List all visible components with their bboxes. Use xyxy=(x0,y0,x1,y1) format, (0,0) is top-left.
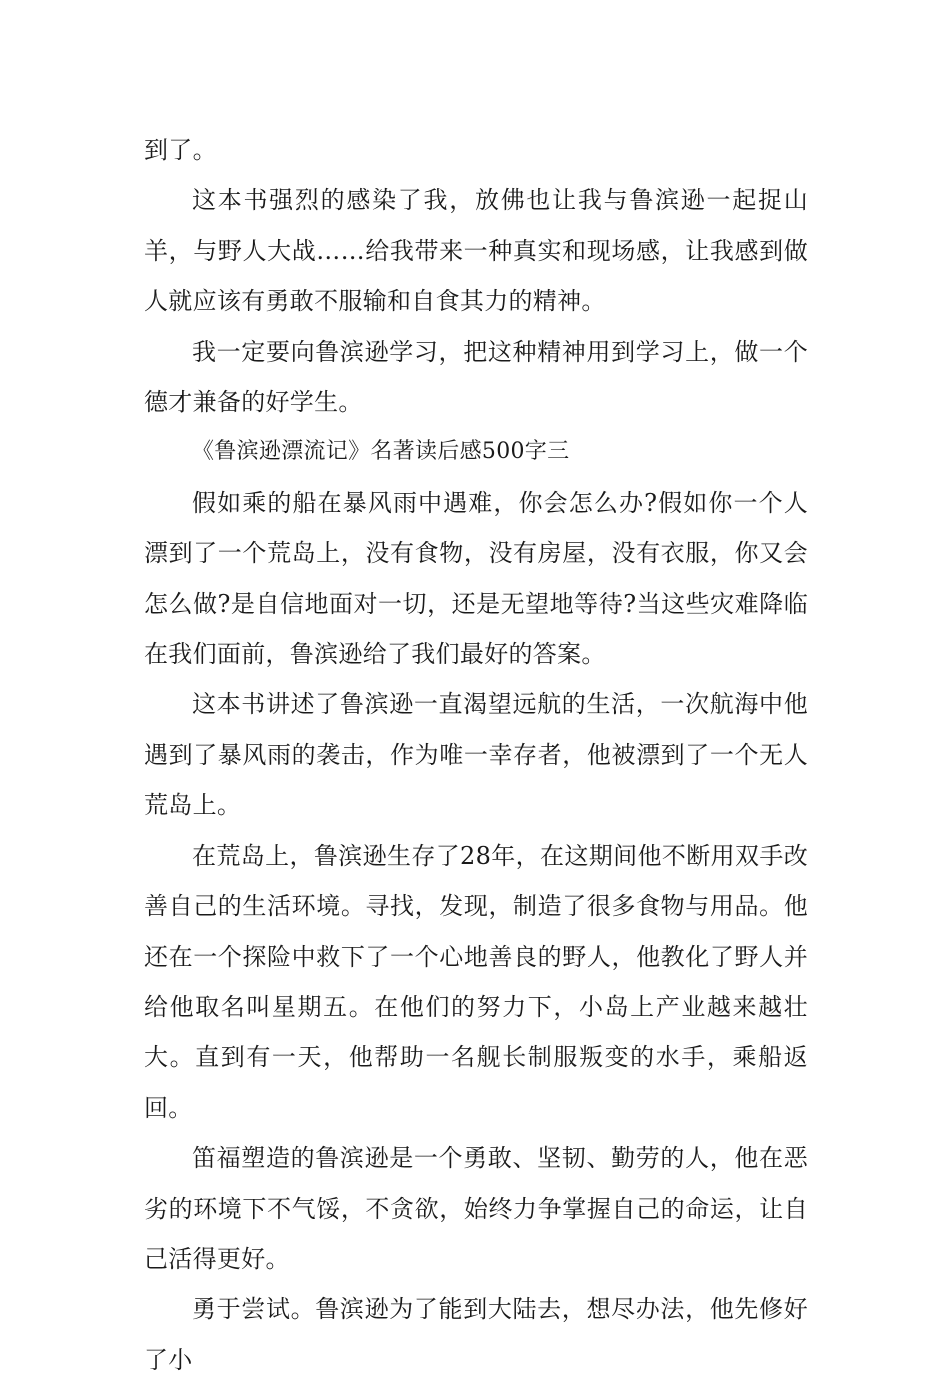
document-body xyxy=(144,125,808,1385)
paragraph: 笛福塑造的鲁滨逊是一个勇敢、坚韧、勤劳的人，他在恶劣的环境下不气馁，不贪欲，始终力争掌握自己的命运，让自己活得更好。 xyxy=(144,1144,808,1273)
paragraph: 这本书强烈的感染了我，放佛也让我与鲁滨逊一起捉山羊，与野人大战……给我带来一种真实和现场感，让我感到做人就应该有勇敢不服输和自食其力的精神。 xyxy=(144,186,808,316)
paragraph-continuation: 到了。 xyxy=(144,136,217,164)
paragraph: 假如乘的船在暴风雨中遇难，你会怎么办?假如你一个人漂到了一个荒岛上，没有食物，没有房屋，没有衣服，你又会怎么做?是自信地面对一切，还是无望地等待?当这些灾难降临在我们面前，鲁滨逊给了我们最好的答案。 xyxy=(144,488,808,669)
paragraph: 在荒岛上，鲁滨逊生存了28年，在这期间他不断用双手改善自己的生活环境。寻找，发现，制造了很多食物与用品。他还在一个探险中救下了一个心地善良的野人，他教化了野人并给他取名叫星期五。在他们的努力下，小岛上产业越来越壮大。直到有一天，他帮助一名舰长制服叛变的水手，乘船返回。 xyxy=(144,841,808,1122)
section-heading: 《鲁滨逊漂流记》名著读后感500字三 xyxy=(192,439,570,465)
paragraph: 勇于尝试。鲁滨逊为了能到大陆去，想尽办法，他先修好了小 xyxy=(144,1295,808,1374)
paragraph: 我一定要向鲁滨逊学习，把这种精神用到学习上，做一个德才兼备的好学生。 xyxy=(144,337,808,417)
paragraph: 这本书讲述了鲁滨逊一直渴望远航的生活，一次航海中他遇到了暴风雨的袭击，作为唯一幸存者，他被漂到了一个无人荒岛上。 xyxy=(144,690,808,820)
